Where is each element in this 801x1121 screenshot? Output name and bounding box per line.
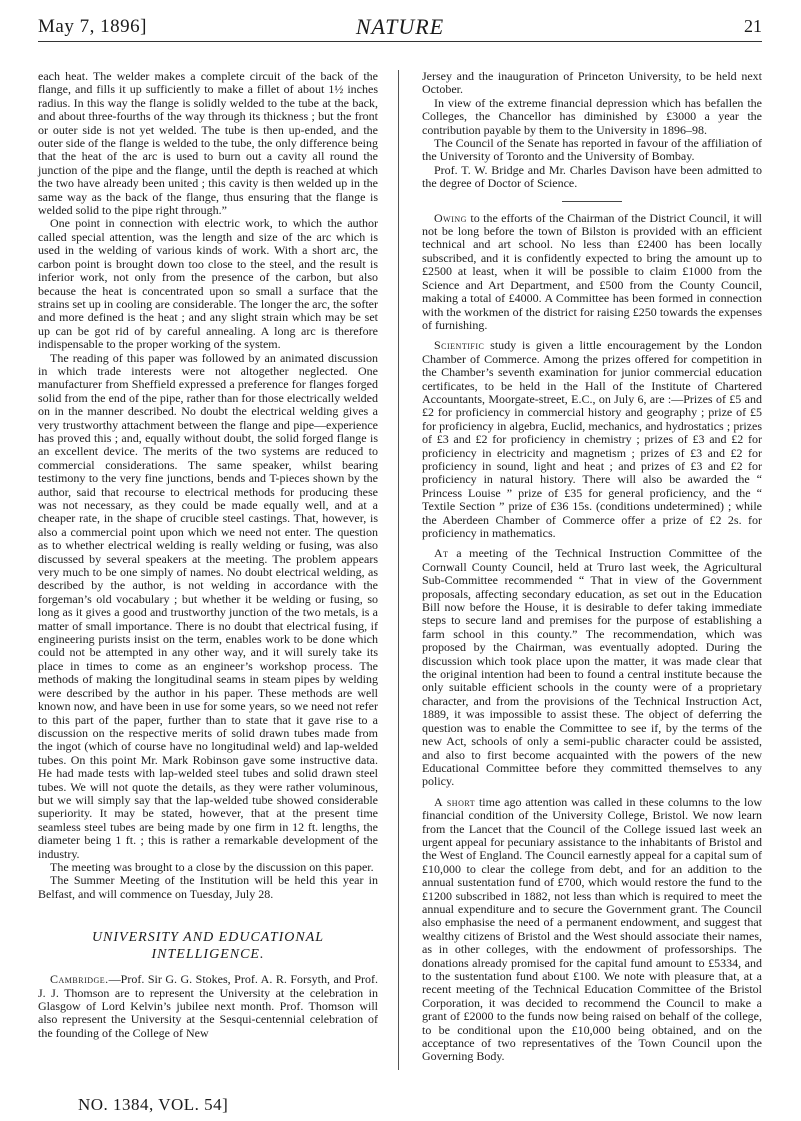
issue-date: May 7, 1896]: [38, 16, 147, 37]
paragraph: The Summer Meeting of the Institution will be held this year in Belfast, and will commence on Tuesday, July 28.: [38, 873, 378, 901]
paragraph: [422, 212, 762, 333]
lead-word: Scientific: [434, 338, 485, 353]
journal-title: NATURE: [355, 14, 445, 39]
paragraph-body: —Prof. Sir G. G. Stokes, Prof. A. R. Forsyth, and Prof. J. J. Thomson are to represent the University at the celebration in Glasgow of Lord Kelvin’s jubilee next month. Prof. Thomson will also represent the University at the Sesqui-centennial celebration of the founding of the College of New: [38, 972, 378, 1040]
section-rule: [562, 201, 622, 202]
lead-word: Owing: [434, 210, 467, 225]
paragraph: [422, 547, 762, 788]
paragraph: each heat. The welder makes a complete circuit of the back of the flange, and fills it up sufficiently to make a fillet of about 1½ inches radius. In this way the flange is solidly welded to the tube at the back, and about three-fourths of the way through its thickness ; but the front or outer side is not yet welded. The tube is then up-ended, and the outer side of the flange is welded to the tube, the only difference being that the heat of the arc is used to burn out a cavity all round the junction of the pipe and the flange, until the depth is reached at which the two have already been united ; this cavity is then welded up in the same way as the back of the flange, thus ensuring that the flange is welded solid to the pipe right through.”: [38, 69, 378, 218]
lead-word: A short: [434, 794, 476, 809]
left-column: [38, 70, 378, 1040]
paragraph: [422, 339, 762, 540]
paragraph: In view of the extreme financial depression which has befallen the Colleges, the Chancellor has diminished by £3000 a year the contribution payable by them to the University in 1896–98.: [422, 95, 762, 137]
section-heading: UNIVERSITY AND EDUCATIONAL INTELLIGENCE.: [91, 930, 325, 963]
paragraph-body: time ago attention was called in these columns to the low financial condition of the University College, Bristol. We now learn from the Lancet that the Council of the College issued last week an urgent appeal for pecuniary assistance to the inhabitants of Bristol and the West of England. The Council earnestly appeal for a capital sum of £10,000 to clear the college from debt, and for an addition to the annual sustentation fund of £700, which would restore the fund to the £1200 subscribed in 1882, not less than which is required to meet the annual expenditure and to secure the Government grant. The Council also emphasise the need of a permanent endowment, and suggest that wealthy citizens of Bristol and the West should associate their names, as in other colleges, with the endowment of professorships. The donations already promised for the capital fund amount to £5334, and to the sustentation fund about £100. We note with pleasure that, at a recent meeting of the Technical Education Committee of the Bristol Corporation, it was decided to recommend the Council to make a grant of £2000 to the funds now being raised on behalf of the college, to be conditional upon the £10,000 being obtained, and on the acceptance of two representatives of the Town Council upon the Governing Body.: [422, 794, 763, 1064]
paragraph-body: to the efforts of the Chairman of the District Council, it will not be long before the town of Bilston is provided with an efficient technical and art school. No less than £2400 has been locally subscribed, and it is confidently expected to bring the amount up to £2500 at least, when it will be possible to claim £1000 from the Science and Art Department, and £500 from the County Council, making a total of £4000. A Committee has been formed in connection with the workmen of the district for raising £250 towards the expenses of furnishing.: [422, 210, 762, 332]
running-header: [38, 10, 762, 44]
lead-word: Cambridge.: [50, 972, 109, 987]
paragraph: [422, 796, 762, 1064]
header-rule: [38, 41, 762, 42]
paragraph: The reading of this paper was followed by an animated discussion in which trade interests were not altogether neglected. One manufacturer from Sheffield expressed a preference for flanges forged solid from the end of the pipe, rather than for those electrically welded on in the manner described. No doubt the electrical welding gives a very trustworthy attachment between the flange and pipe—experience has proved this ; and, equally without doubt, the solid forged flange is an excellent device. The merits of the two systems are reduced to commercial considerations. The same speaker, whilst bearing testimony to the very fine junctions, bends and T-pieces shown by the author, said that recourse to electrical methods for producing these was not necessary, as they could be made equally well, and at a cheaper rate, in the shape of crucible steel castings. That, however, is also a commercial point upon which we need not enter. The question as to whether electrical welding is really welding or fusing, was also discussed by several speakers at the meeting. The problem appears very much to be one simply of names. No doubt electrical welding, as described by the author, is not welding in accordance with the forgeman’s old vocabulary ; but whether it be welding or fusing, so long as it gives a good and trustworthy junction of the two metals, is a matter of small importance. There is no doubt that electrical fusing, if engineering purists insist on the term, enables work to be done which could not be attempted in any other way, and it will surely take its place in times to come as an engineer’s workshop process. The methods of making the longitudinal seams in steam pipes by welding were described by the author in his paper. These methods are well known now, and have been in use for some years, so we need not refer to this part of the paper, further than to state that it gave rise to a discussion on the respective merits of solid drawn tubes made from the ingot (which of course have no longitudinal weld) and lap-welded tubes. On this point Mr. Mark Robinson gave some instructive data. He had made tests with lap-welded steel tubes and solid drawn steel tubes. We will not quote the details, as they were rather voluminous, but we will simply say that the lap-welded tube showed considerable superiority. It may be stated, however, that at the present time seamless steel tubes are being made by one firm in 12 ft. lengths, the diameter being 1 ft. ; this is rather a remarkable development of the industry.: [38, 350, 378, 861]
paragraph: Prof. T. W. Bridge and Mr. Charles Davison have been admitted to the degree of Doctor of Science.: [422, 162, 762, 191]
column-divider: [398, 70, 399, 1070]
issue-footer: NO. 1384, VOL. 54]: [78, 1095, 229, 1114]
paragraph-body: a meeting of the Technical Instruction Committee of the Cornwall County Council, held at Truro last week, the Agricultural Sub-Committee recommended “ That in view of the Government proposals, affecting secondary education, as set out in the Education Bill now before the House, it is desirable to defer taking immediate steps to secure land and premises for the purpose of establishing a farm school in this county.” The recommendation, which was proposed by the Chairman, was eventually adopted. During the discussion which took place upon the matter, it was made clear that the original intention had been to found a central institute because the only suitable efficient schools in the county were of a proprietary character, and from the provisions of the Technical Instruction Act, 1889, it was impossible to assist these. The object of deferring the question was to enable the Committee to see if, by the terms of the new Act, schools of only a semi-public character could be assisted, and also to first become acquainted with the powers of the new Educational Committee before they committed themselves to any policy.: [422, 546, 763, 789]
page-number: 21: [744, 16, 762, 36]
paragraph: Jersey and the inauguration of Princeton University, to be held next October.: [422, 69, 762, 97]
paragraph: One point in connection with electric work, to which the author called special attention, was the length and size of the arc which is used in the welding of various kinds of work. With a short arc, the carbon point is brought down too close to the steel, and the result is inferior work, not only from the presence of the carbon, but also because the heat is concentrated upon so small a surface that the strains set up in cooling are considerable. The longer the arc, the softer and more defined is the heat ; and any slight strain which may be set up can be got rid of by careful annealing. A long arc is therefore indispensable to the proper working of the system.: [38, 216, 378, 352]
paragraph-body: study is given a little encouragement by the London Chamber of Commerce. Among the prizes offered for competition in the Chamber’s seventh examination for junior commercial education certificates, to be held in the Hall of the Institute of Chartered Accountants, Moorgate-street, E.C., on July 6, are :—Prizes of £5 and £2 for proficiency in commercial history and geography ; prize of £5 for proficiency in algebra, Euclid, mechanics, and hydrostatics ; prizes of £3 and £2 for proficiency in chemistry ; prizes of £3 and £2 for proficiency in electricity and magnetism ; prizes of £3 and £2 for proficiency in sound, light and heat ; and prizes of £3 and £2 for proficiency in natural history. There will also be awarded the “ Princess Louise ” prize of £35 for general proficiency, and the “ Textile Section ” prize of £36 15s. (conditions undetermined) ; while the Aberdeen Chamber of Commerce offer a prize of £2 2s. for proficiency in mathematics.: [422, 338, 763, 540]
lead-word: At: [434, 546, 449, 561]
paragraph: The meeting was brought to a close by the discussion on this paper.: [50, 859, 374, 874]
right-column: [422, 70, 762, 1064]
paragraph: [38, 973, 378, 1040]
paragraph: The Council of the Senate has reported in favour of the affiliation of the University of Toronto and the University of Bombay.: [422, 136, 762, 164]
